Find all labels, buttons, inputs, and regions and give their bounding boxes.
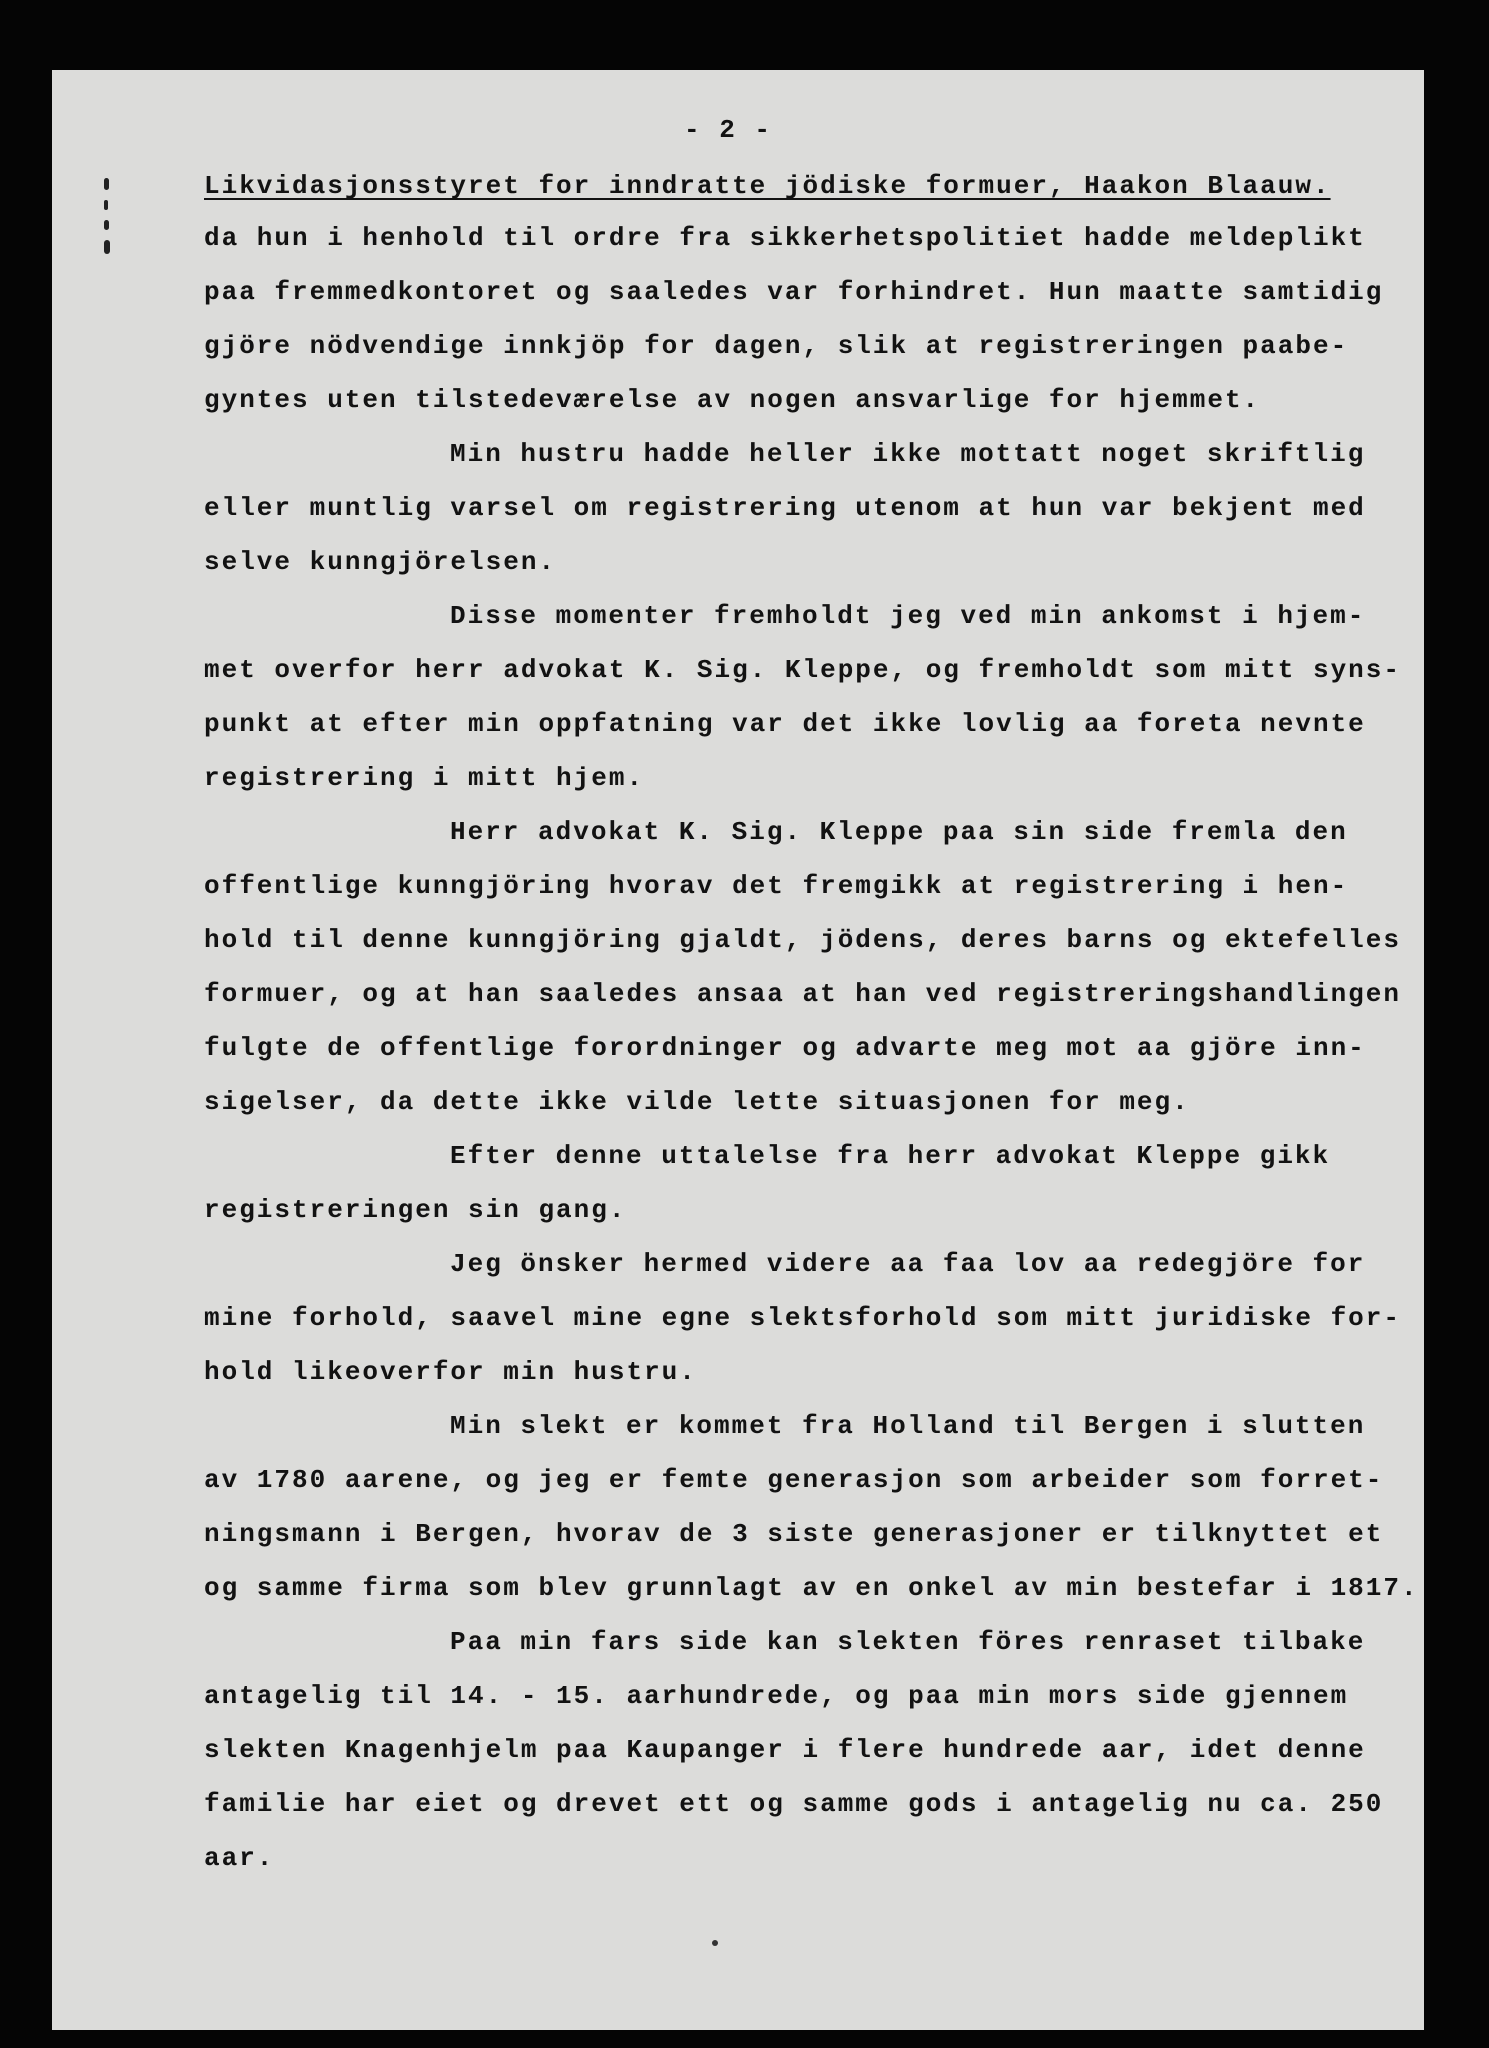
ink-dot bbox=[712, 1940, 718, 1946]
text-line: aar. bbox=[204, 1843, 275, 1873]
text-line: Paa min fars side kan slekten föres renraset tilbake bbox=[450, 1627, 1366, 1657]
text-line: av 1780 aarene, og jeg er femte generasjon som arbeider som forret- bbox=[204, 1465, 1384, 1495]
text-line: paa fremmedkontoret og saaledes var forhindret. Hun maatte samtidig bbox=[204, 277, 1384, 307]
text-line: formuer, og at han saaledes ansaa at han ved registreringshandlingen bbox=[204, 979, 1401, 1009]
text-line: registrering i mitt hjem. bbox=[204, 763, 645, 793]
text-line: Efter denne uttalelse fra herr advokat Kleppe gikk bbox=[450, 1141, 1331, 1171]
text-line: Herr advokat K. Sig. Kleppe paa sin side fremla den bbox=[450, 817, 1348, 847]
page-content bbox=[52, 70, 1424, 2030]
text-line: gyntes uten tilstedeværelse av nogen ansvarlige for hjemmet. bbox=[204, 385, 1261, 415]
text-line: eller muntlig varsel om registrering utenom at hun var bekjent med bbox=[204, 493, 1366, 523]
text-line: antagelig til 14. - 15. aarhundrede, og paa min mors side gjennem bbox=[204, 1681, 1349, 1711]
text-line: familie har eiet og drevet ett og samme gods i antagelig nu ca. 250 bbox=[204, 1789, 1384, 1819]
text-line: hold likeoverfor min hustru. bbox=[204, 1357, 697, 1387]
text-line: punkt at efter min oppfatning var det ikke lovlig aa foreta nevnte bbox=[204, 709, 1366, 739]
text-line: hold til denne kunngjöring gjaldt, jödens, deres barns og ektefelles bbox=[204, 925, 1401, 955]
text-line: fulgte de offentlige forordninger og advarte meg mot aa gjöre inn- bbox=[204, 1033, 1366, 1063]
text-line: mine forhold, saavel mine egne slektsforhold som mitt juridiske for- bbox=[204, 1303, 1401, 1333]
text-line: offentlige kunngjöring hvorav det fremgikk at registrering i hen- bbox=[204, 871, 1349, 901]
text-line: slekten Knagenhjelm paa Kaupanger i flere hundrede aar, idet denne bbox=[204, 1735, 1366, 1765]
text-line: da hun i henhold til ordre fra sikkerhetspolitiet hadde meldeplikt bbox=[204, 223, 1366, 253]
text-line: Jeg önsker hermed videre aa faa lov aa redegjöre for bbox=[450, 1249, 1366, 1279]
text-line: Min hustru hadde heller ikke mottatt noget skriftlig bbox=[450, 439, 1366, 469]
text-line: Disse momenter fremholdt jeg ved min ankomst i hjem- bbox=[450, 601, 1366, 631]
page-number: - 2 - bbox=[684, 115, 773, 145]
document-header: Likvidasjonsstyret for inndratte jödiske formuer, Haakon Blaauw. bbox=[204, 171, 1331, 201]
document-page bbox=[52, 70, 1424, 2030]
text-line: ningsmann i Bergen, hvorav de 3 siste generasjoner er tilknyttet et bbox=[204, 1519, 1384, 1549]
text-line: selve kunngjörelsen. bbox=[204, 547, 557, 577]
margin-mark bbox=[104, 178, 110, 268]
text-line: Min slekt er kommet fra Holland til Bergen i slutten bbox=[450, 1411, 1366, 1441]
text-line: og samme firma som blev grunnlagt av en onkel av min bestefar i 1817. bbox=[204, 1573, 1419, 1603]
text-line: sigelser, da dette ikke vilde lette situasjonen for meg. bbox=[204, 1087, 1190, 1117]
text-line: met overfor herr advokat K. Sig. Kleppe, og fremholdt som mitt syns- bbox=[204, 655, 1401, 685]
text-line: registreringen sin gang. bbox=[204, 1195, 627, 1225]
text-line: gjöre nödvendige innkjöp for dagen, slik at registreringen paabe- bbox=[204, 331, 1349, 361]
